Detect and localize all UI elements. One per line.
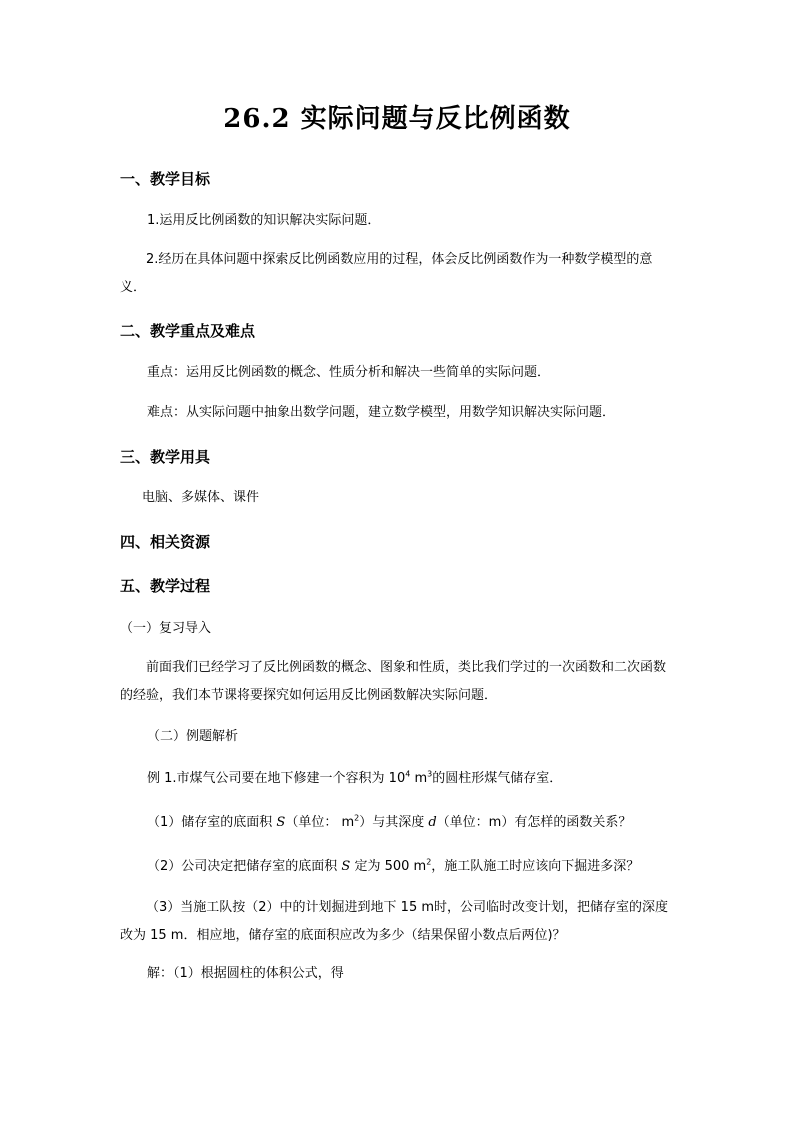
question-3: （3）当施工队按（2）中的计划掘进到地下 15 m时，公司临时改变计划，把储存室的深度改为 15 m．相应地，储存室的底面积应改为多少（结果保留小数点后两位)？ [120,900,669,943]
q1-text-b: （单位： m [285,815,355,830]
section-heading-resources: 四、相关资源 [120,533,211,551]
exponent: 4 [405,769,411,779]
exponent: 2 [354,813,360,823]
subsection-examples: （二）例题解析 [147,729,239,744]
review-paragraph: 前面我们已经学习了反比例函数的概念、图象和性质，类比我们学过的一次函数和二次函数的经验，我们本节课将要探究如何运用反比例函数解决实际问题． [120,660,667,703]
q1-text-c: ）与其深度 [359,815,429,830]
example-1-text-b: m [410,771,428,786]
q2-text-c: ，施工队施工时应该向下掘进多深？ [431,859,640,874]
section-heading-key-points: 二、教学重点及难点 [120,322,256,340]
example-1-text-a: 例 1.市煤气公司要在地下修建一个容积为 10 [147,771,406,786]
exponent: 3 [427,769,433,779]
q2-text-b: 定为 500 m [350,859,427,874]
section-heading-process: 五、教学过程 [120,577,211,595]
goal-2: 2.经历在具体问题中探索反比例函数应用的过程，体会反比例函数作为一种数学模型的意义． [120,252,653,295]
q2-text-a: （2）公司决定把储存室的底面积 [147,859,342,874]
exponent: 2 [426,857,432,867]
section-heading-goals: 一、教学目标 [120,170,211,188]
tools-list: 电脑、多媒体、课件 [142,490,260,505]
example-1-statement [147,769,707,789]
goal-1: 1.运用反比例函数的知识解决实际问题． [147,213,381,228]
subsection-review: （一）复习导入 [120,621,212,636]
example-1-text-c: 的圆柱形煤气储存室． [432,771,563,786]
q1-text-e: （单位：m）有怎样的函数关系？ [436,815,632,830]
question-2 [147,857,707,877]
section-heading-tools: 三、教学用具 [120,448,211,466]
solution-start: 解：（1）根据圆柱的体积公式，得 [147,966,344,981]
difficult-point: 难点：从实际问题中抽象出数学问题，建立数学模型，用数学知识解决实际问题． [147,405,616,420]
q1-var-s: S [276,815,286,830]
q2-var-s: S [341,859,351,874]
q1-text-a: （1）储存室的底面积 [147,815,277,830]
question-1 [147,813,707,833]
q1-var-d: d [428,815,437,830]
page-title: 26.2 实际问题与反比例函数 [223,104,571,134]
key-point: 重点：运用反比例函数的概念、性质分析和解决一些简单的实际问题． [147,365,551,380]
